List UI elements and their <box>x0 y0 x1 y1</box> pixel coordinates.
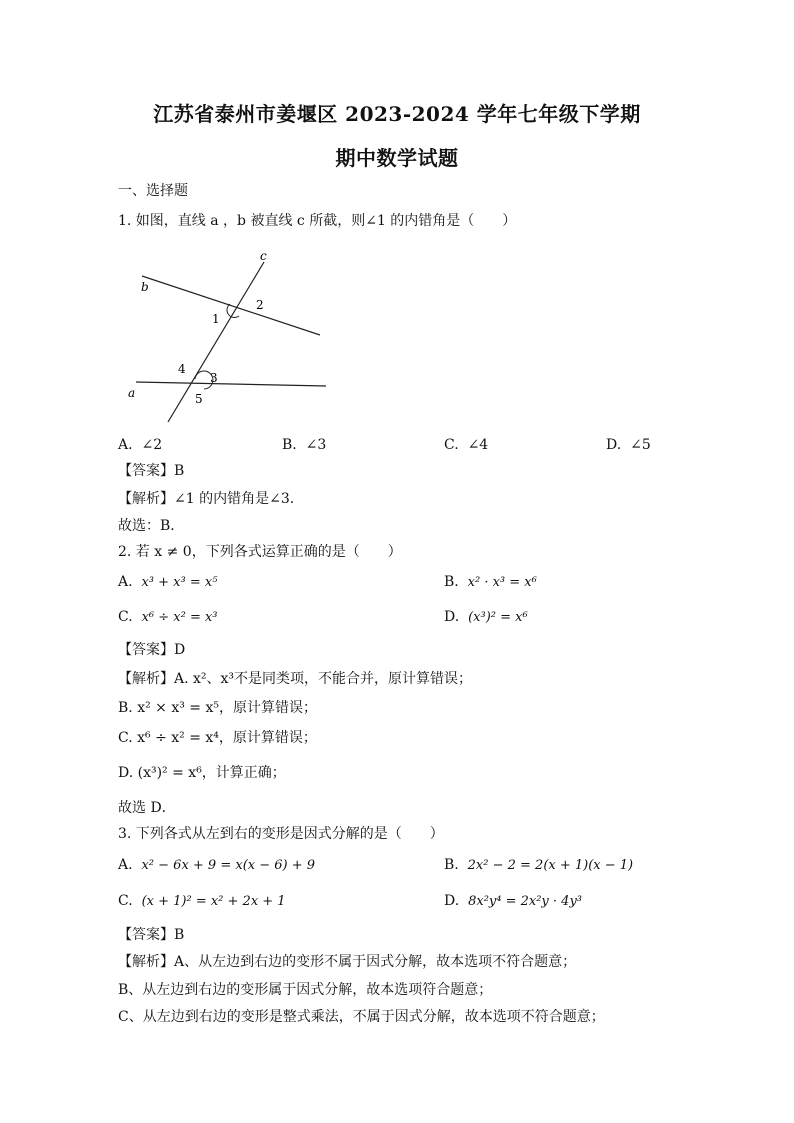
q3-option-a <box>118 856 315 875</box>
analysis-text: A、从左边到右边的变形不属于因式分解，故本选项不符合题意； <box>174 954 577 970</box>
option-text: x⁶ ÷ x² = x³ <box>141 610 218 625</box>
q3-stem: 3. 下列各式从左到右的变形是因式分解的是（ ） <box>118 826 444 842</box>
label-line-c: c <box>260 249 267 263</box>
q1-answer <box>118 462 184 480</box>
document-title-line1: 江苏省泰州市姜堰区 2023-2024 学年七年级下学期 <box>153 102 641 126</box>
analysis-tag: 【解析】 <box>118 491 174 507</box>
q2-conclusion: 故选 D． <box>118 800 176 816</box>
option-text: ∠5 <box>630 437 651 453</box>
q2-option-c <box>118 608 218 627</box>
q3-option-c <box>118 892 286 911</box>
q2-option-b <box>444 573 537 592</box>
q2-analysis-a <box>118 670 472 688</box>
option-text: ∠4 <box>467 437 489 453</box>
q3-option-b <box>444 856 633 875</box>
option-label: C. <box>444 437 459 453</box>
option-label: B. <box>282 437 297 453</box>
option-text: ∠2 <box>141 437 163 453</box>
option-label: C. <box>118 609 133 625</box>
q1-option-c <box>444 436 488 454</box>
option-text: (x + 1)² = x² + 2x + 1 <box>141 894 286 909</box>
option-text: x² · x³ = x⁶ <box>467 575 537 590</box>
document-title-line2: 期中数学试题 <box>335 146 459 170</box>
label-angle-1: 1 <box>212 312 220 326</box>
q3-answer <box>118 926 184 944</box>
line-a <box>136 382 326 386</box>
answer-tag: 【答案】 <box>118 642 174 658</box>
option-text: x² − 6x + 9 = x(x − 6) + 9 <box>141 858 316 873</box>
q2-answer <box>118 641 185 659</box>
option-label: A. <box>118 437 133 453</box>
line-c <box>168 262 264 422</box>
q3-option-d <box>444 892 582 911</box>
answer-tag: 【答案】 <box>118 927 174 943</box>
label-line-b: b <box>141 280 149 294</box>
q1-stem: 1. 如图，直线 a ，b 被直线 c 所截，则∠1 的内错角是（ ） <box>118 213 517 229</box>
label-line-a: a <box>128 386 136 400</box>
option-label: D. <box>444 609 460 625</box>
analysis-text: ∠1 的内错角是∠3． <box>174 491 304 507</box>
q2-analysis-c: C. x⁶ ÷ x² = x⁴，原计算错误； <box>118 730 317 746</box>
option-text: x³ + x³ = x⁵ <box>141 575 218 590</box>
line-b <box>142 276 320 335</box>
section-heading: 一、选择题 <box>118 183 188 199</box>
q3-analysis-a <box>118 953 576 971</box>
q1-analysis <box>118 490 304 508</box>
q2-analysis-b: B. x² × x³ = x⁵，原计算错误； <box>118 700 317 716</box>
option-text: 2x² − 2 = 2(x + 1)(x − 1) <box>467 858 634 873</box>
answer-value: B <box>174 463 185 479</box>
answer-tag: 【答案】 <box>118 463 174 479</box>
answer-value: D <box>174 642 186 658</box>
q3-analysis-c: C、从左边到右边的变形是整式乘法，不属于因式分解，故本选项不符合题意； <box>118 1009 605 1025</box>
q2-option-d <box>444 608 528 627</box>
q1-option-a <box>118 436 162 454</box>
q3-analysis-b: B、从左边到右边的变形属于因式分解，故本选项符合题意； <box>118 982 493 998</box>
analysis-tag: 【解析】 <box>118 954 174 970</box>
q1-figure <box>118 246 338 428</box>
q1-option-d <box>606 436 651 454</box>
q1-conclusion: 故选：B． <box>118 518 185 534</box>
q2-stem: 2. 若 x ≠ 0，下列各式运算正确的是（ ） <box>118 544 402 560</box>
option-text: 8x²y⁴ = 2x²y · 4y³ <box>468 894 583 909</box>
q2-analysis-d: D. (x³)² = x⁶，计算正确； <box>118 765 286 781</box>
q1-option-b <box>282 436 326 454</box>
option-text: ∠3 <box>305 437 327 453</box>
label-angle-4: 4 <box>178 362 186 376</box>
option-label: C. <box>118 893 133 909</box>
option-label: B. <box>444 574 459 590</box>
option-label: B. <box>444 857 459 873</box>
analysis-tag: 【解析】 <box>118 671 174 687</box>
analysis-text: A. x²、x³不是同类项，不能合并，原计算错误； <box>174 671 473 687</box>
q2-option-a <box>118 573 217 592</box>
option-label: A. <box>118 857 133 873</box>
label-angle-2: 2 <box>256 298 264 312</box>
label-angle-3: 3 <box>210 371 218 385</box>
option-label: A. <box>118 574 133 590</box>
option-label: D. <box>444 893 460 909</box>
option-label: D. <box>606 437 622 453</box>
answer-value: B <box>174 927 185 943</box>
option-text: (x³)² = x⁶ <box>468 610 528 625</box>
label-angle-5: 5 <box>195 392 203 406</box>
